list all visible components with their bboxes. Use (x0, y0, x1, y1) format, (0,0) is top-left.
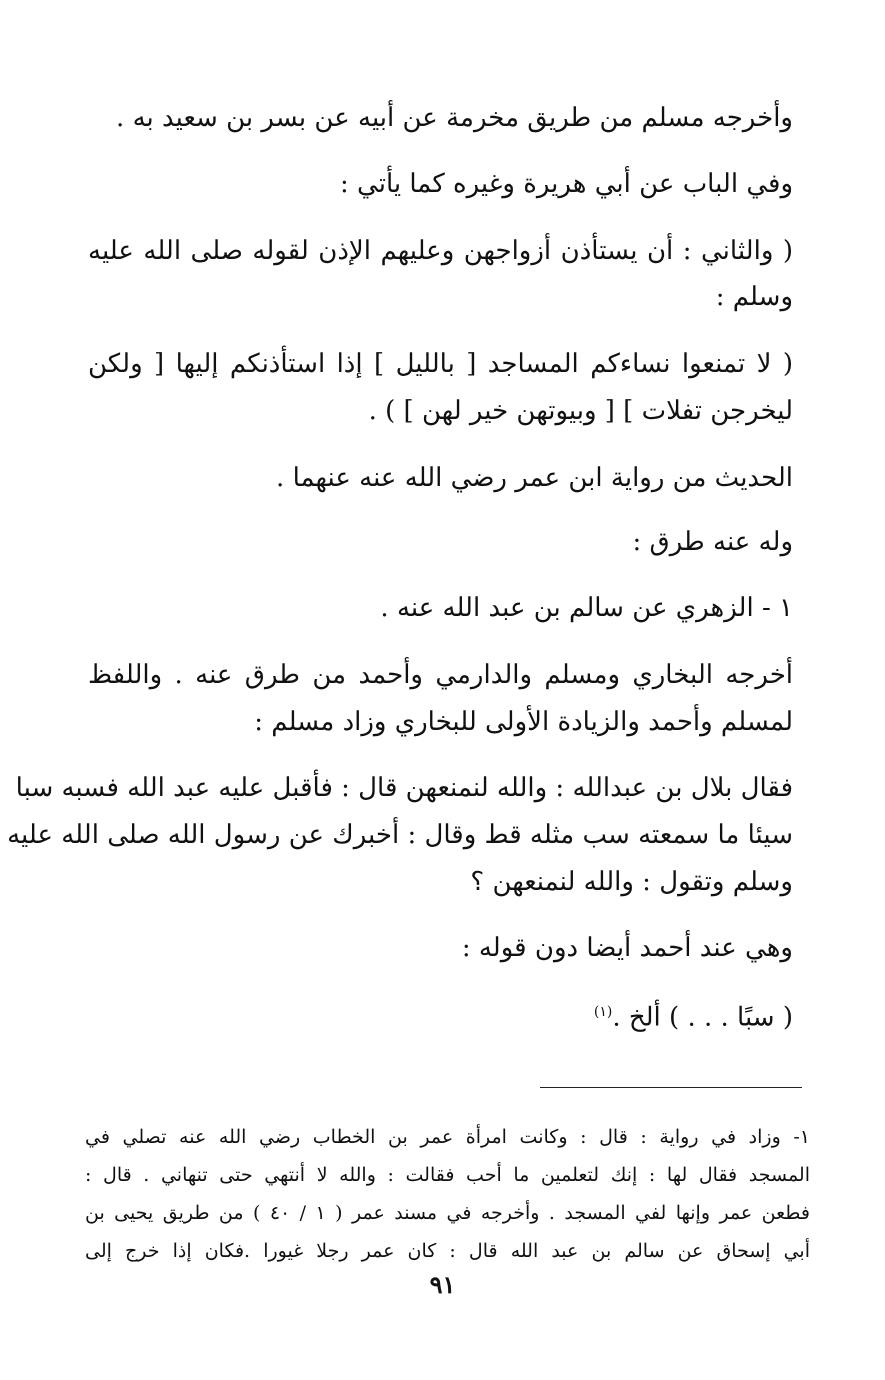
body-line-3: ( والثاني : أن يستأذن أزواجهن وعليهم الإذن لقوله صلى الله عليه (88, 236, 793, 266)
footnote-line-2: المسجد فقال لها : إنك لتعلمين ما أحب فقالت : والله لا أنتهي حتى تنهاني . قال : (85, 1164, 810, 1186)
body-line-6: ليخرجن تفلات ] [ وبيوتهن خير لهن ] ) . (368, 396, 793, 426)
body-line-4: وسلم : (715, 282, 793, 312)
body-line-7: الحديث من رواية ابن عمر رضي الله عنه عنهما . (276, 463, 793, 493)
body-line-5: ( لا تمنعوا نساءكم المساجد [ بالليل ] إذا استأذنكم إليها [ ولكن (88, 349, 793, 379)
body-line-10: أخرجه البخاري ومسلم والدارمي وأحمد من طرق عنه . واللفظ (88, 660, 793, 690)
page-number: ٩١ (429, 1270, 456, 1299)
body-line-13: سيئا ما سمعته سب مثله قط وقال : أخبرك عن رسول الله صلى الله عليه (7, 820, 793, 850)
body-line-8: وله عنه طرق : (632, 527, 793, 557)
footnote-line-3: فطعن عمر وإنها لفي المسجد . وأخرجه في مسند عمر ( ١ / ٤٠ ) من طريق يحيى بن (85, 1202, 810, 1224)
footnote-line-4: أبي إسحاق عن سالم بن عبد الله قال : كان عمر رجلا غيورا .فكان إذا خرج إلى (85, 1240, 810, 1262)
body-line-12: فقال بلال بن عبدالله : والله لنمنعهن قال : فأقبل عليه عبد الله فسبه سبا (15, 773, 793, 803)
body-line-1: وأخرجه مسلم من طريق مخرمة عن أبيه عن بسر بن سعيد به . (116, 103, 793, 133)
body-line-16 (88, 992, 793, 1038)
footnote-separator (540, 1087, 802, 1088)
body-line-9: ١ - الزهري عن سالم بن عبد الله عنه . (380, 593, 793, 623)
body-line-11: لمسلم وأحمد والزيادة الأولى للبخاري وزاد مسلم : (254, 707, 793, 737)
body-line-2: وفي الباب عن أبي هريرة وغيره كما يأتي : (340, 169, 793, 199)
body-line-15: وهي عند أحمد أيضا دون قوله : (461, 933, 793, 963)
closing-phrase: ( سبًا . . . ) ألخ . (612, 1002, 793, 1033)
footnote-line-1: ١- وزاد في رواية : قال : وكانت امرأة عمر بن الخطاب رضي الله عنه تصلي في (85, 1126, 810, 1148)
body-line-14: وسلم وتقول : والله لنمنعهن ؟ (470, 867, 793, 897)
footnote-reference: (١) (593, 1004, 613, 1020)
